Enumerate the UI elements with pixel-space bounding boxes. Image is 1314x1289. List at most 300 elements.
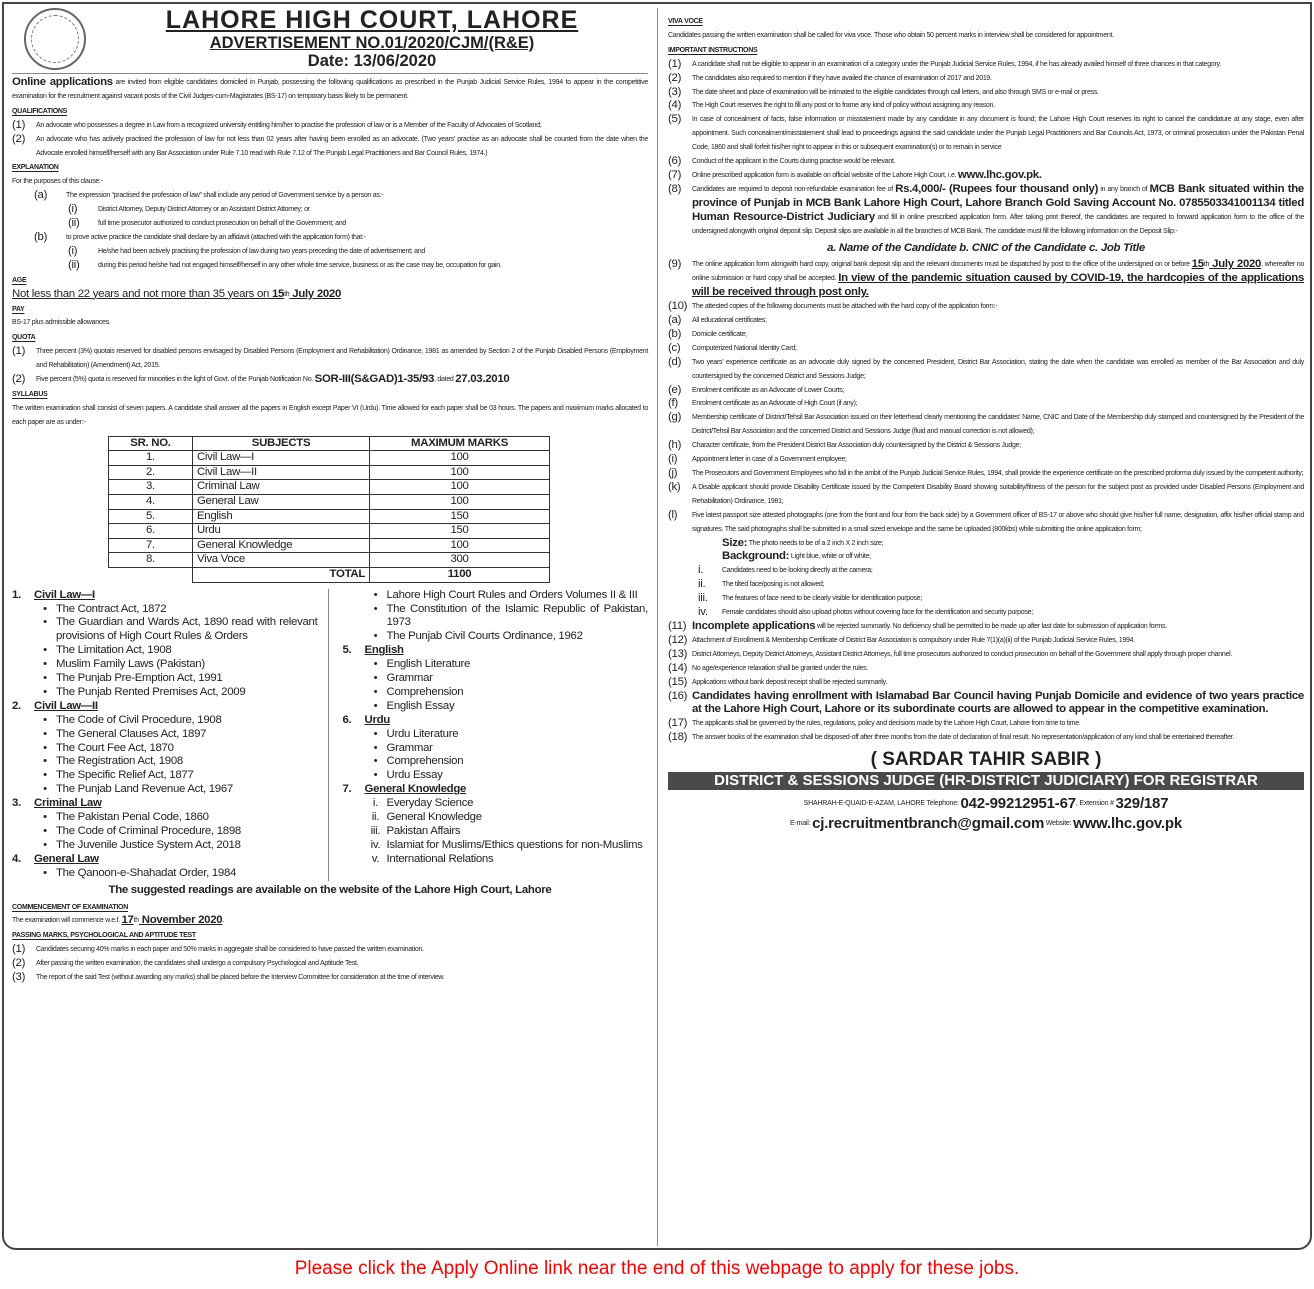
subject-reading — [12, 811, 318, 825]
subject-reading — [12, 616, 318, 644]
table-row — [109, 495, 550, 510]
subject-title — [12, 797, 318, 811]
text-run: th — [284, 290, 290, 298]
subject-name: Criminal Law — [34, 797, 102, 810]
bullet-icon: • — [373, 602, 378, 615]
centered-note — [668, 242, 1304, 256]
text-run: Female candidates should also upload photos without covering face for the identification and security purpose; — [722, 609, 1033, 617]
text-run: and fill in online prescribed application form. After taking print thereof, the candidates are required to forward application form to the office of the undersigned alongwith original deposit slip. Deposit slips are available in all the branches of MCB Bank. The candidate must fill the following information on the Deposit Slip:- — [692, 213, 1304, 235]
list-text — [692, 183, 1304, 239]
list-text — [692, 258, 1304, 300]
list-item — [12, 943, 648, 957]
list-text — [692, 453, 1304, 467]
table-cell: Urdu — [192, 524, 369, 539]
list-marker: (3) — [12, 971, 26, 984]
list-marker: (2) — [12, 132, 26, 145]
subject-group — [343, 589, 649, 645]
list-item — [668, 439, 1304, 453]
text-run: PAY — [12, 305, 25, 313]
text-run: Character certificate, from the President District Bar Association duly countersigned by the District & Sessions Judge; — [692, 442, 1021, 450]
text-run: 27.03.2010 — [455, 373, 510, 386]
subject-reading — [12, 742, 318, 756]
text-run: In case of concealment of facts, false information or misstatement made by any candidate in any document is found; the Lahore High Court reserves its right to cancel the candidature at any stage, even after appointment. Such concealment/misstatement shall lead to proceedings against the said candidate under the Punjab Legal Practitioners and Bar Councils Act, 1973, or criminal prosecution under the Pakistan Penal Code, 1860 and shall forfeit his/her right to appear in this or subsequent examination(s) or to remain in service — [692, 116, 1304, 152]
table-cell: 4. — [109, 495, 193, 510]
list-item — [668, 342, 1304, 356]
reading-text: English Literature — [386, 658, 471, 671]
list-item — [12, 971, 648, 985]
list-item — [668, 606, 1304, 620]
text-run: th — [1203, 261, 1210, 269]
list-marker: (12) — [668, 633, 688, 646]
list-item — [668, 356, 1304, 384]
list-item — [12, 189, 648, 203]
reading-text: The Qanoon-e-Shahadat Order, 1984 — [56, 866, 237, 879]
section-heading — [12, 331, 648, 345]
bullet-icon: • — [43, 769, 47, 782]
subject-name: Urdu — [364, 713, 390, 726]
list-item — [668, 86, 1304, 100]
list-item — [668, 328, 1304, 342]
reading-text: The Court Fee Act, 1870 — [56, 741, 174, 754]
text-run: After passing the written examination, the candidates shall undergo a compulsory Psychological and Aptitude Test. — [36, 960, 359, 968]
list-text — [36, 119, 648, 133]
text-run: The written examination shall consist of seven papers. A candidate shall answer all the papers in English except Paper VI (Urdu). Time allowed for each paper shall be 03 hours. The papers and maximum marks allocated to each paper are as under:- — [12, 404, 648, 426]
reading-text: Everyday Science — [386, 797, 474, 810]
list-item — [668, 634, 1304, 648]
list-item — [668, 676, 1304, 690]
bullet-icon: • — [373, 685, 378, 698]
bullet-icon: • — [373, 699, 378, 712]
subject-reading — [343, 742, 649, 756]
subject-reading — [12, 825, 318, 839]
list-text — [722, 537, 1304, 551]
table-row — [109, 480, 550, 495]
table-cell: 300 — [370, 553, 550, 568]
text-run: , whereafter no online submission or hard copy shall be accepted. — [692, 261, 1304, 283]
text-run: For the purposes of this clause:- — [12, 178, 103, 186]
list-marker: (16) — [668, 689, 688, 702]
text-run: Three percent (3%) quotais reserved for disabled persons envisaged by Disabled Persons (Employment and Rehabilitation) Ordinance, 1981 as amended by Section 2 of the Punjab Disabled Persons (Employment and Rehabilitation) (Amendment) Act, 2015. — [36, 348, 648, 370]
text-run: 15 — [1191, 258, 1204, 271]
bullet-icon: • — [43, 727, 47, 740]
reading-text: Urdu Essay — [386, 769, 443, 782]
list-text — [692, 113, 1304, 155]
reading-text: The Punjab Pre-Emption Act, 1991 — [56, 672, 223, 685]
reading-text: General Knowledge — [386, 811, 482, 824]
text-run: will be rejected summarily. No deficiency shall be permitted to be made up after last date for submission of application forms. — [815, 622, 1167, 630]
bullet-icon: • — [373, 658, 378, 671]
reading-text: International Relations — [386, 852, 494, 865]
section-heading — [12, 388, 648, 402]
list-text — [692, 314, 1304, 328]
text-run: Domicile certificate; — [692, 330, 747, 338]
paragraph — [12, 914, 648, 928]
subject-reading — [12, 783, 318, 797]
bullet-icon: • — [43, 866, 47, 879]
text-run: EXPLANATION — [12, 164, 59, 172]
table-cell: 7. — [109, 538, 193, 553]
subject-title — [343, 714, 649, 728]
list-text — [66, 189, 648, 203]
list-marker: ii. — [698, 578, 706, 591]
subject-reading — [343, 769, 649, 783]
list-item — [12, 245, 648, 259]
list-marker: (6) — [668, 155, 682, 168]
list-text — [36, 345, 648, 373]
text-run: The candidates also required to mention if they have availed the chance of examination of 2017 and 2019. — [692, 74, 992, 82]
text-run: Candidates need to be looking directly at the camera; — [722, 567, 873, 575]
table-cell: Criminal Law — [192, 480, 369, 495]
list-marker: (b) — [34, 230, 48, 243]
text-run: July 2020 — [289, 287, 342, 300]
reading-text: The Guardian and Wards Act, 1890 read with relevant provisions of High Court Rules & Orders — [56, 616, 318, 643]
subject-name: Civil Law—II — [34, 699, 98, 712]
list-text — [692, 620, 1304, 634]
contact-info — [668, 814, 1304, 834]
subject-reading — [12, 714, 318, 728]
roman-marker: i. — [372, 797, 379, 810]
reading-text: The Contract Act, 1872 — [56, 602, 167, 615]
table-cell: 100 — [370, 480, 550, 495]
list-text — [36, 373, 648, 387]
signature-block — [668, 749, 1304, 834]
subject-reading — [343, 853, 649, 867]
reading-text: The Limitation Act, 1908 — [56, 644, 172, 657]
roman-marker: ii. — [371, 811, 380, 824]
text-run: SHAHRAH-E-QUAID-E-AZAM, LAHORE Telephone: — [803, 799, 961, 807]
reading-text: Pakistan Affairs — [386, 825, 461, 837]
subject-reading — [12, 658, 318, 672]
text-run: The features of face need to be clearly visible for identification purpose; — [722, 595, 923, 603]
reading-text: English Essay — [386, 699, 455, 712]
advertisement-number: ADVERTISEMENT NO.01/2020/CJM/(R&E) — [209, 34, 535, 52]
text-run: Size: — [722, 536, 748, 549]
list-marker: (15) — [668, 675, 688, 688]
subject-number: 6. — [342, 713, 352, 726]
text-run: An advocate who has actively practised the profession of law for not less than 02 years after having been enrolled as an advocate. (Two years' practise as an advocate shall be counted from the date when the Advocate enrolled himself/herself with any Bar Association under Rule 7.10 read with Rule 7.12 of The Punjab Legal Practitioners and Bar Council Rules, 1974.) — [36, 135, 648, 157]
subject-reading — [12, 728, 318, 742]
paragraph — [12, 288, 648, 302]
syllabus-table — [108, 436, 550, 583]
text-run: Appointment letter in case of a Government employee; — [692, 456, 847, 464]
list-text — [692, 384, 1304, 398]
subject-reading — [12, 867, 318, 881]
total-value: 1100 — [370, 568, 550, 583]
text-run: 17 — [121, 914, 134, 927]
list-text — [722, 550, 1304, 564]
roman-marker: iii. — [370, 825, 381, 837]
paragraph — [12, 316, 648, 330]
reading-text: Urdu Literature — [386, 727, 459, 740]
bullet-icon: • — [43, 825, 47, 837]
list-item — [668, 300, 1304, 314]
list-text — [98, 217, 648, 231]
bullet-icon: • — [373, 741, 378, 754]
bullet-icon: • — [373, 630, 378, 643]
list-marker: (i) — [668, 453, 678, 466]
list-marker: i. — [698, 564, 704, 577]
list-marker: (7) — [668, 168, 682, 181]
reading-text: The Pakistan Penal Code, 1860 — [56, 811, 209, 824]
list-marker: (10) — [668, 300, 688, 313]
list-marker: (8) — [668, 182, 682, 195]
text-run: The online application form alongwith hard copy, original bank deposit slip and the relevant documents must be dispatched by post to the office of the undersigned on or before — [692, 261, 1192, 269]
list-item — [668, 648, 1304, 662]
subject-number: 4. — [12, 852, 21, 865]
list-item — [12, 345, 648, 373]
text-run: An advocate who possesses a degree in Law from a recognized university entitling him/her to practise the profession of law or is a Member of the Faculty of Advocates of Scotland; — [36, 121, 542, 129]
section-heading — [12, 161, 648, 175]
table-cell: English — [192, 509, 369, 524]
section-heading — [668, 15, 1304, 29]
text-run: All educational certificates; — [692, 317, 767, 325]
reading-text: Islamiat for Muslims/Ethics questions for non-Muslims — [386, 838, 643, 851]
list-text — [692, 300, 1304, 314]
list-text — [36, 133, 648, 161]
list-text — [692, 634, 1304, 648]
text-run: Conduct of the applicant in the Courts during practise would be relevant. — [692, 158, 896, 166]
table-cell: 150 — [370, 524, 550, 539]
reading-text: Comprehension — [386, 755, 464, 768]
list-item — [12, 231, 648, 245]
text-run: . — [222, 917, 225, 925]
subject-title — [12, 853, 318, 867]
table-cell: Civil Law—I — [192, 451, 369, 466]
list-marker: (3) — [668, 85, 682, 98]
list-text — [722, 578, 1304, 592]
subject-reading — [343, 589, 649, 603]
subject-reading — [343, 811, 649, 825]
reading-text: The Punjab Civil Courts Ordinance, 1962 — [386, 630, 583, 643]
list-item — [668, 113, 1304, 155]
subject-reading — [343, 797, 649, 811]
list-item — [12, 217, 648, 231]
subject-group — [343, 644, 649, 714]
bullet-icon: • — [373, 588, 378, 601]
subject-column — [328, 589, 649, 881]
table-row — [109, 553, 550, 568]
page-title: LAHORE HIGH COURT, LAHORE — [165, 6, 579, 34]
list-marker: (b) — [668, 327, 682, 340]
list-text — [722, 606, 1304, 620]
table-cell: 100 — [370, 451, 550, 466]
list-text — [692, 676, 1304, 690]
subject-reading — [343, 728, 649, 742]
subject-group — [343, 783, 649, 866]
subject-reading — [343, 672, 649, 686]
subject-number: 7. — [342, 783, 352, 796]
table-header-row — [109, 436, 550, 451]
reading-text: Grammar — [386, 741, 433, 754]
list-text — [36, 971, 648, 985]
subject-reading — [12, 769, 318, 783]
text-run: www.lhc.gov.pk. — [957, 168, 1042, 181]
list-marker: (1) — [12, 345, 26, 358]
list-marker: (4) — [668, 99, 682, 112]
signatory-name: ( SARDAR TAHIR SABIR ) — [870, 749, 1102, 771]
text-run: a. Name of the Candidate b. CNIC of the Candidate c. Job Title — [827, 241, 1145, 254]
reading-text: The General Clauses Act, 1897 — [56, 727, 207, 740]
list-marker: (2) — [12, 373, 26, 386]
text-run: Incomplete applications — [692, 619, 816, 632]
list-item — [12, 373, 648, 387]
list-item — [12, 119, 648, 133]
table-row — [109, 465, 550, 480]
text-run: A candidate shall not be eligible to appear in an examination of a category under the Punjab Judicial Service Rules, 1994, if he has already availed himself of three chances in that category. — [692, 60, 1221, 68]
section-heading — [12, 105, 648, 119]
reading-text: The Constitution of the Islamic Republic of Pakistan, 1973 — [386, 602, 648, 629]
signatory-designation: DISTRICT & SESSIONS JUDGE (HR-DISTRICT JUDICIARY) FOR REGISTRAR — [668, 772, 1304, 790]
subject-title — [343, 783, 649, 797]
text-run: Attachment of Enrollment & Membership Certificate of District Bar Association is compulsory under Rule 7(1)(a)(ii) of the Punjab Judicial Service Rules, 1994. — [692, 636, 1135, 644]
list-item — [668, 717, 1304, 731]
list-item — [12, 203, 648, 217]
text-run: The answer books of the examination shall be disposed-off after three months from the date of declaration of final result. No representation/application of any kind shall be entertained thereafter. — [692, 734, 1235, 742]
subject-reading — [12, 603, 318, 617]
list-item — [668, 537, 1304, 551]
text-run: He/she had been actively practising the profession of law during two years preceding the date of advertisement; and — [98, 247, 425, 255]
subject-column — [12, 589, 318, 881]
subject-number: 2. — [12, 699, 21, 712]
text-run: Two years' experience certificate as an advocate duly signed by the concerned President, District Bar Association, stating the date when the candidate was enrolled as member of the Bar Association and duly countersigned by the concerned District and Sessions Judge; — [692, 358, 1304, 380]
list-text — [692, 648, 1304, 662]
column-header: SR. NO. — [109, 436, 193, 451]
subject-lists — [12, 589, 648, 881]
text-run: MCB Bank situated within the province of Punjab in MCB Bank Lahore High Court, Lahore Branch Gold Saving Account No. 0785503341001134 titled Human Resource-District Judiciary — [692, 182, 1304, 223]
subject-reading — [12, 755, 318, 769]
reading-text: The Punjab Rented Premises Act, 2009 — [56, 685, 246, 698]
list-marker: iv. — [698, 606, 708, 619]
list-item — [668, 662, 1304, 676]
text-run: IMPORTANT INSTRUCTIONS — [668, 46, 758, 54]
text-run: VIVA VOCE — [668, 18, 703, 25]
table-cell: 6. — [109, 524, 193, 539]
subject-reading — [343, 825, 649, 839]
list-marker: (ii) — [68, 258, 80, 271]
reading-text: The Code of Civil Procedure, 1908 — [56, 713, 222, 726]
list-text — [722, 564, 1304, 578]
text-run: Website: — [1044, 819, 1074, 827]
column-header: SUBJECTS — [192, 436, 369, 451]
table-cell: 8. — [109, 553, 193, 568]
text-run: full time prosecutor authorized to conduct prosecution on behalf of the Government; and — [98, 220, 347, 228]
reading-text: The Juvenile Justice System Act, 2018 — [56, 838, 241, 851]
text-run: The expression “practised the profession of law” shall include any period of Government service by a person as:- — [66, 192, 384, 200]
list-item — [12, 957, 648, 971]
list-marker: (9) — [668, 258, 682, 271]
text-run: In view of the pandemic situation caused by COVID-19, the hardcopies of the applications will be received through post only. — [692, 272, 1304, 299]
total-label: TOTAL — [192, 568, 369, 583]
list-text — [98, 203, 648, 217]
text-run: th — [133, 917, 139, 925]
text-run: 329/187 — [1115, 794, 1169, 812]
list-marker: (13) — [668, 647, 688, 660]
text-run: Applications without bank deposit receipt shall be rejected summarily. — [692, 678, 888, 686]
table-cell: 5. — [109, 509, 193, 524]
subject-group — [12, 853, 318, 881]
list-text — [98, 245, 648, 259]
list-marker: (f) — [668, 397, 678, 410]
list-marker: (2) — [668, 71, 682, 84]
list-text — [692, 58, 1304, 72]
subject-reading — [12, 686, 318, 700]
text-run: QUALIFICATIONS — [12, 107, 68, 115]
subject-title — [12, 589, 318, 603]
reading-text: The Registration Act, 1908 — [56, 755, 183, 768]
subject-group — [12, 700, 318, 797]
list-marker: (c) — [668, 341, 681, 354]
apply-online-notice: Please click the Apply Online link near the end of this webpage to apply for these jobs. — [294, 1258, 1020, 1279]
list-marker: (11) — [668, 619, 687, 632]
subject-name: General Law — [34, 852, 99, 865]
list-item — [668, 183, 1304, 239]
list-text — [692, 717, 1304, 731]
text-run: No age/experience relaxation shall be granted under the rules. — [692, 664, 869, 672]
reading-text: The Specific Relief Act, 1877 — [56, 769, 194, 782]
list-item — [668, 258, 1304, 300]
list-marker: (l) — [668, 508, 678, 521]
list-item — [668, 314, 1304, 328]
text-run: , Extension # — [1075, 799, 1116, 807]
text-run: Enrolment certificate as an Advocate of Lower Courts; — [692, 386, 845, 394]
table-cell: 3. — [109, 480, 193, 495]
list-item — [668, 592, 1304, 606]
subject-name: Civil Law—I — [34, 588, 95, 601]
reading-text: Lahore High Court Rules and Orders Volumes II & III — [386, 588, 638, 601]
paragraph — [12, 76, 648, 104]
text-run: 15 — [271, 287, 285, 300]
list-marker: (a) — [34, 189, 48, 202]
subject-name: English — [364, 644, 404, 657]
subject-reading — [343, 630, 649, 644]
subject-reading — [12, 839, 318, 853]
bullet-icon: • — [373, 769, 378, 782]
reading-text: The Code of Criminal Procedure, 1898 — [56, 825, 241, 837]
list-text — [692, 99, 1304, 113]
text-run: The date sheet and place of examination will be intimated to the eligible candidates through call letters, and also through SMS or e-mail or press. — [692, 88, 1099, 96]
subject-group — [12, 797, 318, 853]
list-item — [668, 509, 1304, 537]
list-item — [668, 620, 1304, 634]
list-text — [722, 592, 1304, 606]
table-cell: General Law — [192, 495, 369, 510]
text-run: COMMENCEMENT OF EXAMINATION — [12, 903, 128, 911]
list-text — [692, 86, 1304, 100]
advertisement-header — [12, 6, 648, 74]
paragraph — [12, 402, 648, 430]
reading-text: Grammar — [386, 672, 433, 685]
list-marker: (14) — [668, 661, 688, 674]
paragraph — [12, 175, 648, 189]
text-run: QUOTA — [12, 334, 36, 342]
bullet-icon: • — [43, 741, 47, 754]
list-text — [692, 72, 1304, 86]
list-marker: (d) — [668, 355, 682, 368]
list-item — [668, 550, 1304, 564]
section-heading — [668, 44, 1304, 58]
text-run: BS-17 plus admissible allowances. — [12, 319, 111, 327]
court-emblem-icon — [24, 8, 86, 70]
list-text — [98, 259, 648, 273]
text-run: www.lhc.gov.pk — [1073, 814, 1183, 832]
column-divider — [657, 8, 658, 1246]
list-item — [668, 481, 1304, 509]
list-marker: (1) — [12, 943, 26, 956]
list-marker — [698, 537, 722, 551]
text-run: to prove active practice the candidate shall declare by an affidavit (attached with the application form) that:- — [66, 233, 366, 241]
text-run: 042-99212951-67 — [960, 794, 1076, 812]
text-run: Membership certificate of District/Tehsil Bar Association issued on their letterhead clearly mentioning the candidates' Name, CNIC and Date of the Membership duly stamped and countersigned by the President of the District/Tehsil Bar Association and the concerned District and Sessions Judge (fluid and manual correction is not allowed); — [692, 414, 1304, 436]
